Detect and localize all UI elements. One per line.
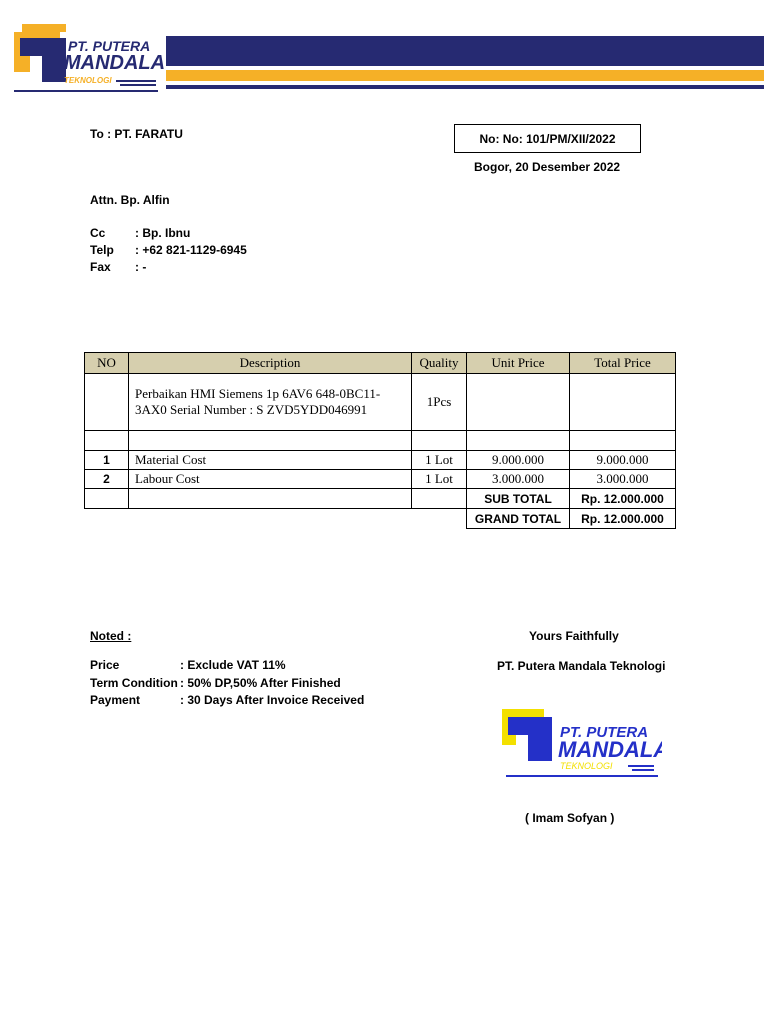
document-number-box — [454, 124, 641, 153]
row-no: 2 — [85, 470, 129, 489]
grand-total-value: Rp. 12.000.000 — [570, 509, 676, 529]
sub-total-value: Rp. 12.000.000 — [570, 489, 676, 509]
header-no: NO — [85, 353, 129, 374]
row-unit-price: 3.000.000 — [467, 470, 570, 489]
table-header-row — [85, 353, 676, 374]
svg-text:PT. PUTERA: PT. PUTERA — [560, 724, 649, 741]
svg-text:MANDALA: MANDALA — [558, 737, 662, 762]
header-band-orange — [166, 70, 764, 81]
row-no: 1 — [85, 451, 129, 470]
recipient-to: To : PT. FARATU — [90, 127, 183, 141]
notes-title: Noted : — [90, 629, 132, 643]
term-label: Term Condition — [90, 676, 178, 690]
table-row — [85, 451, 676, 470]
intro-description-line2: 3AX0 Serial Number : S ZVD5YDD046991 — [135, 402, 368, 417]
fax-value: : - — [135, 260, 147, 274]
term-value: : 50% DP,50% After Finished — [180, 676, 341, 690]
intro-description-line1: Perbaikan HMI Siemens 1p 6AV6 648-0BC11- — [135, 386, 381, 401]
company-stamp — [500, 703, 662, 779]
table-row-empty — [85, 431, 676, 451]
row-description: Labour Cost — [129, 470, 412, 489]
header-band-line — [166, 85, 764, 89]
logo-text-line2: MANDALA — [64, 52, 166, 74]
payment-value: : 30 Days After Invoice Received — [180, 693, 365, 707]
row-quality: 1 Lot — [412, 470, 467, 489]
logo-text-line3: TEKNOLOGI — [64, 76, 112, 85]
cc-label: Cc — [90, 226, 106, 240]
table-row — [85, 470, 676, 489]
header-unit-price: Unit Price — [467, 353, 570, 374]
svg-text:TEKNOLOGI: TEKNOLOGI — [560, 761, 613, 771]
document-number: No: No: 101/PM/XII/2022 — [479, 131, 616, 146]
table-row-grandtotal — [85, 509, 676, 529]
payment-label: Payment — [90, 693, 141, 707]
items-table — [84, 352, 676, 529]
price-label: Price — [90, 658, 120, 672]
fax-label: Fax — [90, 260, 111, 274]
attn: Attn. Bp. Alfin — [90, 193, 170, 207]
row-quality: 1 Lot — [412, 451, 467, 470]
telp-value: : +62 821-1129-6945 — [135, 243, 247, 257]
row-unit-price: 9.000.000 — [467, 451, 570, 470]
price-value: : Exclude VAT 11% — [180, 658, 286, 672]
header-description: Description — [129, 353, 412, 374]
row-total-price: 3.000.000 — [570, 470, 676, 489]
signatory-name: ( Imam Sofyan ) — [525, 811, 615, 825]
intro-quality: 1Pcs — [412, 374, 467, 431]
sub-total-label: SUB TOTAL — [467, 489, 570, 509]
header-band-navy — [166, 36, 764, 66]
table-row-subtotal — [85, 489, 676, 509]
place-date: Bogor, 20 Desember 2022 — [474, 160, 621, 174]
header-total-price: Total Price — [570, 353, 676, 374]
row-description: Material Cost — [129, 451, 412, 470]
table-row-intro — [85, 374, 676, 431]
grand-total-label: GRAND TOTAL — [467, 509, 570, 529]
stamp-logo-icon — [500, 703, 662, 779]
closing-company: PT. Putera Mandala Teknologi — [497, 659, 666, 673]
row-total-price: 9.000.000 — [570, 451, 676, 470]
intro-description — [129, 374, 412, 431]
telp-label: Telp — [90, 243, 114, 257]
cc-value: : Bp. Ibnu — [135, 226, 191, 240]
logo-text-line1: PT. PUTERA — [68, 38, 151, 54]
header-quality: Quality — [412, 353, 467, 374]
closing-yours: Yours Faithfully — [529, 629, 619, 643]
